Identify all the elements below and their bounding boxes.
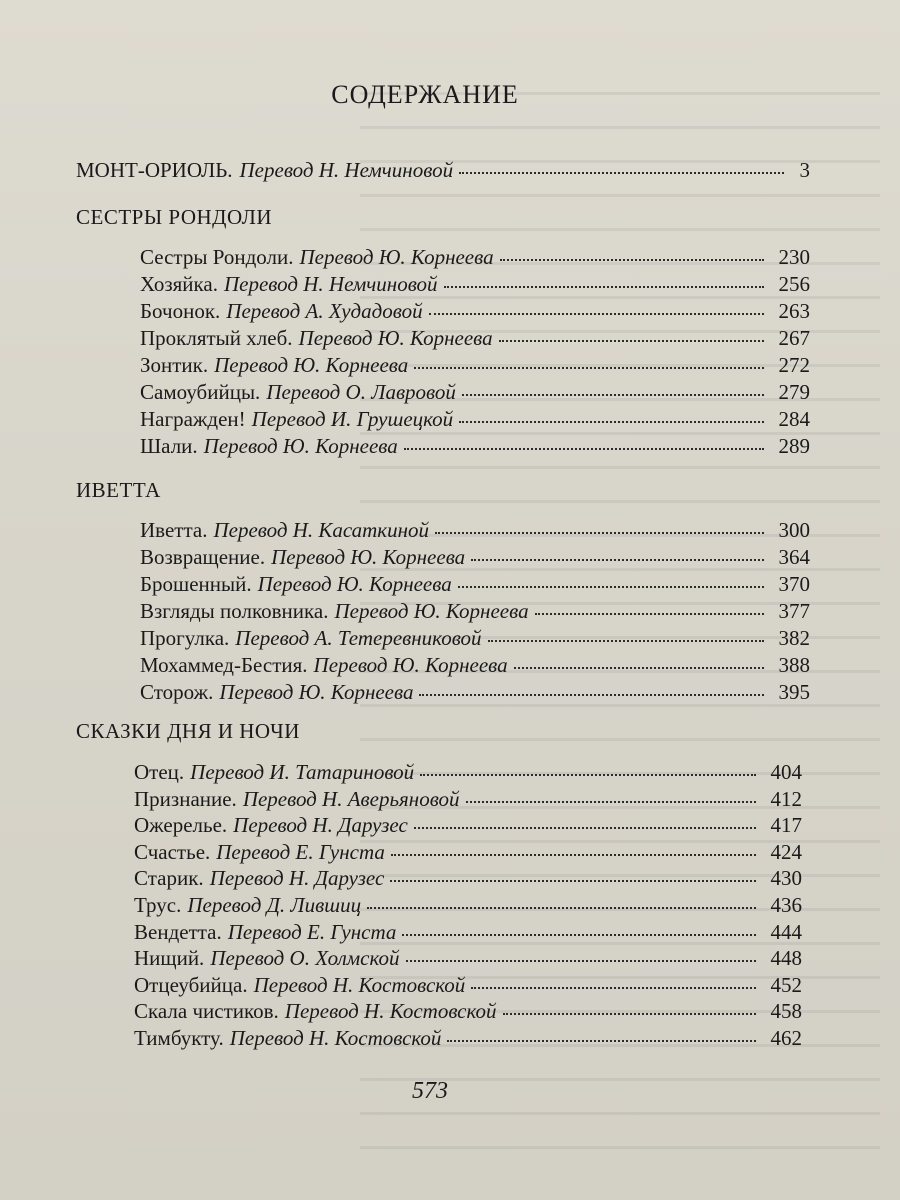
leader-dots [458, 585, 764, 588]
toc-entry [134, 920, 802, 945]
entry-page: 230 [778, 245, 810, 269]
entry-title: Взгляды полковника. [140, 599, 329, 623]
entry-title: Сестры Рондоли. [140, 245, 294, 269]
entry-page: 267 [778, 326, 810, 350]
entry-page: 279 [778, 380, 810, 404]
entry-translator: Перевод Ю. Корнеева [271, 545, 466, 569]
entry-page: 377 [778, 599, 810, 623]
toc-entry [140, 626, 810, 651]
entry-page: 382 [778, 626, 810, 650]
entry-title: МОНТ-ОРИОЛЬ. [76, 158, 233, 182]
toc-entry [140, 572, 810, 597]
entry-translator: Перевод Н. Немчиновой [224, 272, 438, 296]
entry-translator: Перевод Н. Аверьяновой [242, 786, 460, 811]
leader-dots [488, 639, 764, 642]
entry-title: Вендетта. [134, 919, 222, 944]
leader-dots [499, 339, 764, 342]
leader-dots [402, 933, 756, 936]
contents-heading: СОДЕРЖАНИЕ [331, 80, 519, 109]
leader-dots [414, 366, 764, 369]
entry-title: Шали. [140, 434, 198, 458]
leader-dots [503, 1012, 756, 1015]
leader-dots [406, 959, 756, 962]
entry-title: Ожерелье. [134, 813, 228, 838]
entry-translator: Перевод Н. Дарузес [233, 813, 408, 838]
entry-title: Награжден! [140, 407, 246, 431]
section-title-skazki: СКАЗКИ ДНЯ И НОЧИ [76, 719, 300, 743]
toc-entry [134, 999, 802, 1024]
entry-translator: Перевод Н. Немчиновой [239, 158, 454, 182]
entry-translator: Перевод Н. Костовской [284, 999, 497, 1024]
section-title-ivetta: ИВЕТТА [76, 478, 161, 502]
leader-dots [391, 853, 756, 856]
entry-title: Тимбукту. [134, 1026, 224, 1050]
entry-page: 370 [778, 572, 810, 596]
entry-translator: Перевод Ю. Корнеева [313, 653, 508, 677]
entry-title: Возвращение. [140, 545, 266, 569]
entry-translator: Перевод И. Татариновой [190, 760, 415, 784]
leader-dots [459, 420, 764, 423]
page-number: 573 [412, 1078, 448, 1104]
leader-dots [444, 285, 764, 288]
entry-page: 444 [770, 919, 802, 944]
entry-page: 272 [778, 353, 810, 377]
leader-dots [404, 447, 764, 450]
leader-dots [367, 906, 756, 909]
leader-dots [419, 693, 764, 696]
entry-translator: Перевод И. Грушецкой [251, 407, 454, 431]
entry-translator: Перевод Ю. Корнеева [219, 680, 414, 704]
leader-dots [466, 800, 756, 803]
entry-page: 284 [778, 407, 810, 431]
entry-translator: Перевод Н. Касаткиной [213, 518, 430, 542]
entry-title: Брошенный. [140, 572, 252, 596]
leader-dots [420, 773, 756, 776]
toc-entry [140, 326, 810, 351]
entry-title: Старик. [134, 866, 204, 891]
toc-entry [134, 787, 802, 812]
entry-page: 417 [770, 813, 802, 838]
entry-translator: Перевод Ю. Корнеева [334, 599, 529, 623]
entry-page: 424 [770, 839, 802, 864]
entry-title: Отец. [134, 760, 185, 784]
toc-entry [140, 299, 810, 324]
entry-translator: Перевод О. Холмской [210, 946, 400, 971]
leader-dots [471, 986, 756, 989]
toc-entry [134, 1026, 802, 1051]
entry-page: 388 [778, 653, 810, 677]
toc-entry-mont-oriol [76, 158, 810, 183]
toc-entry [134, 946, 802, 971]
toc-entry [134, 840, 802, 865]
entry-translator: Перевод Ю. Корнеева [298, 326, 493, 350]
entry-page: 300 [778, 518, 810, 542]
entry-translator: Перевод Д. Лившиц [187, 893, 362, 917]
entry-title: Скала чистиков. [134, 999, 279, 1024]
leader-dots [462, 393, 764, 396]
entry-translator: Перевод А. Тетеревниковой [235, 626, 482, 650]
entry-title: Иветта. [140, 518, 208, 542]
toc-entry [140, 599, 810, 624]
entry-page: 430 [770, 866, 802, 891]
entry-page: 3 [799, 158, 810, 182]
leader-dots [390, 879, 756, 882]
toc-entry [134, 973, 802, 998]
toc-entry [134, 813, 802, 838]
entry-translator: Перевод Е. Гунста [216, 839, 385, 864]
entry-page: 436 [770, 893, 802, 917]
entry-title: Признание. [134, 786, 237, 811]
entry-page: 448 [770, 946, 802, 971]
toc-entry [140, 245, 810, 270]
toc-entry [140, 680, 810, 705]
entry-title: Прогулка. [140, 626, 230, 650]
toc-entry [134, 893, 802, 918]
entry-title: Хозяйка. [140, 272, 218, 296]
toc-entry [134, 866, 802, 891]
toc-entry [140, 407, 810, 432]
entry-translator: Перевод Н. Костовской [229, 1026, 442, 1050]
entry-page: 263 [778, 299, 810, 323]
section-title-sestry-rondoli: СЕСТРЫ РОНДОЛИ [76, 205, 273, 229]
entry-translator: Перевод О. Лавровой [266, 380, 456, 404]
toc-entry [140, 272, 810, 297]
entry-translator: Перевод А. Худадовой [226, 299, 423, 323]
entry-page: 458 [770, 999, 802, 1024]
entry-title: Проклятый хлеб. [140, 326, 293, 350]
leader-dots [471, 558, 764, 561]
entry-translator: Перевод Ю. Корнеева [214, 353, 409, 377]
toc-entry [140, 518, 810, 543]
entry-title: Самоубийцы. [140, 380, 261, 404]
entry-page: 364 [778, 545, 810, 569]
toc-entry [134, 760, 802, 785]
entry-title: Бочонок. [140, 299, 221, 323]
leader-dots [447, 1039, 756, 1042]
entry-page: 462 [770, 1026, 802, 1050]
leader-dots [435, 531, 764, 534]
entry-title: Счастье. [134, 839, 211, 864]
entry-translator: Перевод Н. Костовской [253, 972, 466, 997]
leader-dots [514, 666, 764, 669]
entry-title: Сторож. [140, 680, 214, 704]
entry-title: Отцеубийца. [134, 972, 248, 997]
entry-page: 412 [770, 786, 802, 811]
entry-title: Мохаммед-Бестия. [140, 653, 308, 677]
entry-title: Зонтик. [140, 353, 209, 377]
leader-dots [414, 826, 756, 829]
entry-title: Трус. [134, 893, 182, 917]
entry-translator: Перевод Е. Гунста [227, 919, 397, 944]
entry-page: 289 [778, 434, 810, 458]
leader-dots [500, 258, 764, 261]
entry-page: 404 [770, 760, 802, 784]
entry-page: 452 [770, 972, 802, 997]
entry-page: 395 [778, 680, 810, 704]
toc-entry [140, 545, 810, 570]
leader-dots [459, 171, 784, 174]
toc-entry [140, 434, 810, 459]
entry-translator: Перевод Ю. Корнеева [257, 572, 452, 596]
leader-dots [535, 612, 764, 615]
entry-translator: Перевод Ю. Корнеева [299, 245, 494, 269]
entry-page: 256 [778, 272, 810, 296]
toc-entry [140, 380, 810, 405]
toc-entry [140, 353, 810, 378]
entry-translator: Перевод Ю. Корнеева [203, 434, 398, 458]
entry-title: Нищий. [134, 946, 205, 971]
toc-entry [140, 653, 810, 678]
leader-dots [429, 312, 764, 315]
entry-translator: Перевод Н. Дарузес [209, 866, 385, 891]
